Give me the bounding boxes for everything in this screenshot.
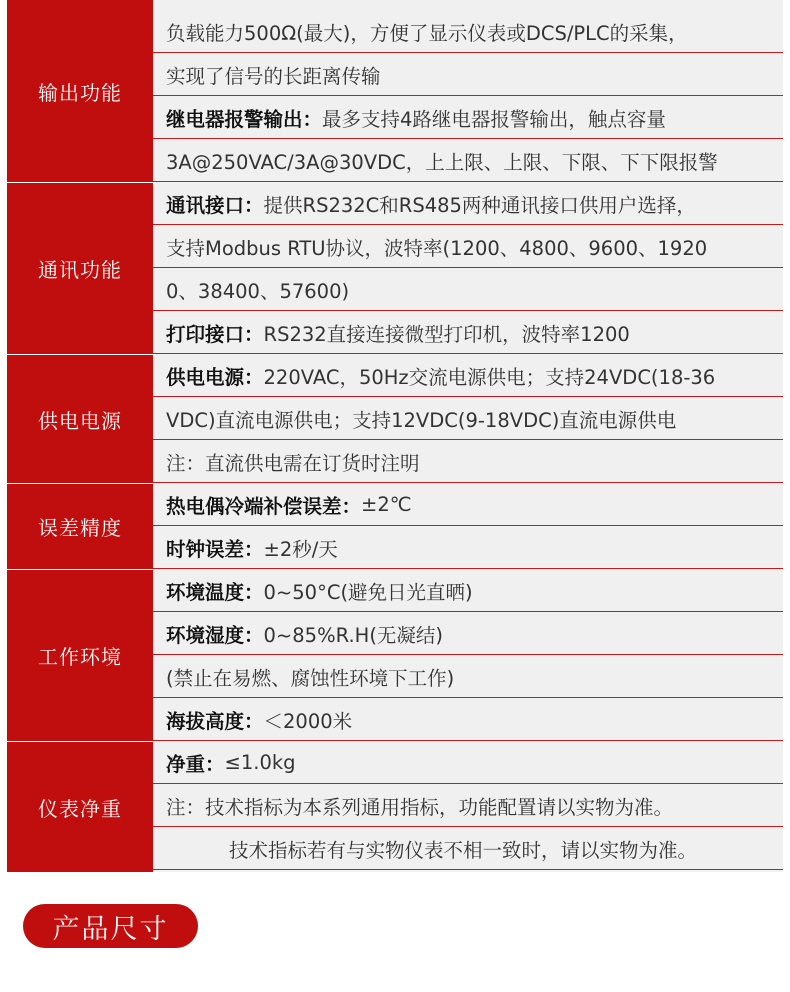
spec-row [153, 742, 783, 784]
spec-row [153, 97, 783, 139]
row-text: 提供RS232C和RS485两种通讯接口供用户选择， [263, 193, 696, 217]
spec-row [153, 527, 783, 569]
row-text: 0、38400、57600) [166, 279, 350, 303]
section-badge-product-size [23, 904, 198, 948]
row-label: 打印接口： [166, 322, 264, 346]
row-label: 海拔高度： [166, 709, 264, 733]
row-text: 负载能力500Ω(最大)，方便了显示仪表或DCS/PLC的采集， [166, 21, 688, 45]
row-text: 注：技术指标为本系列通用指标，功能配置请以实物为准。 [166, 795, 674, 819]
spec-row [153, 312, 783, 354]
row-text: 0~85%R.H(无凝结) [263, 623, 444, 647]
spec-row [153, 11, 783, 53]
row-text: 3A@250VAC/3A@30VDC，上上限、上限、下限、下下限报警 [166, 150, 718, 174]
row-text: 技术指标若有与实物仪表不相一致时，请以实物为准。 [228, 838, 697, 862]
category-label: 仪表净重 [38, 796, 122, 821]
row-label: 供电电源： [166, 365, 264, 389]
row-text: ±2℃ [361, 493, 412, 516]
row-label: 时钟误差： [166, 537, 264, 561]
category-label: 通讯功能 [38, 258, 122, 282]
row-label: 继电器报警输出： [166, 107, 323, 131]
spec-row [153, 183, 783, 225]
category-label: 供电电源 [38, 408, 122, 433]
spec-rows [153, 0, 783, 872]
category-weight [7, 742, 153, 872]
row-text: ±2秒/天 [263, 537, 338, 561]
row-text: 最多支持4路继电器报警输出，触点容量 [322, 107, 666, 131]
row-text: (禁止在易燃、腐蚀性环境下工作) [166, 666, 455, 690]
spec-table [7, 0, 783, 872]
row-text: 支持Modbus RTU协议，波特率(1200、4800、9600、1920 [166, 236, 708, 260]
row-text: 注：直流供电需在订货时注明 [166, 451, 420, 475]
row-text: 实现了信号的长距离传输 [166, 64, 381, 88]
row-label: 环境湿度： [166, 623, 264, 647]
spec-row [153, 441, 783, 483]
spec-row [153, 484, 783, 526]
category-label: 输出功能 [38, 80, 122, 105]
row-label: 通讯接口： [166, 193, 264, 217]
category-environment [7, 570, 153, 741]
spec-row [153, 570, 783, 612]
category-communication [7, 183, 153, 354]
spec-row [153, 269, 783, 311]
row-text: RS232直接连接微型打印机，波特率1200 [263, 322, 630, 346]
spec-row [153, 785, 783, 827]
section-badge-label: 产品尺寸 [52, 913, 169, 945]
row-text: VDC)直流电源供电；支持12VDC(9-18VDC)直流电源供电 [166, 408, 677, 432]
row-text: ≤1.0kg [224, 751, 296, 774]
spec-row [153, 398, 783, 440]
row-label: 净重： [166, 752, 225, 776]
spec-row [153, 828, 783, 870]
spec-row [153, 613, 783, 655]
row-text: 0~50°C(避免日光直晒) [263, 580, 473, 604]
row-text: 220VAC，50Hz交流电源供电；支持24VDC(18-36 [263, 365, 716, 389]
spec-row [153, 656, 783, 698]
category-output [7, 0, 153, 182]
category-accuracy [7, 484, 153, 569]
row-text: ＜2000米 [263, 709, 353, 733]
category-label: 误差精度 [38, 516, 122, 540]
spec-row [153, 140, 783, 182]
category-power [7, 355, 153, 483]
spec-row [153, 699, 783, 741]
category-label: 工作环境 [38, 645, 122, 669]
spec-row [153, 226, 783, 268]
spec-row [153, 355, 783, 397]
row-label: 热电偶冷端补偿误差： [166, 494, 362, 518]
row-label: 环境温度： [166, 580, 264, 604]
spec-row [153, 54, 783, 96]
